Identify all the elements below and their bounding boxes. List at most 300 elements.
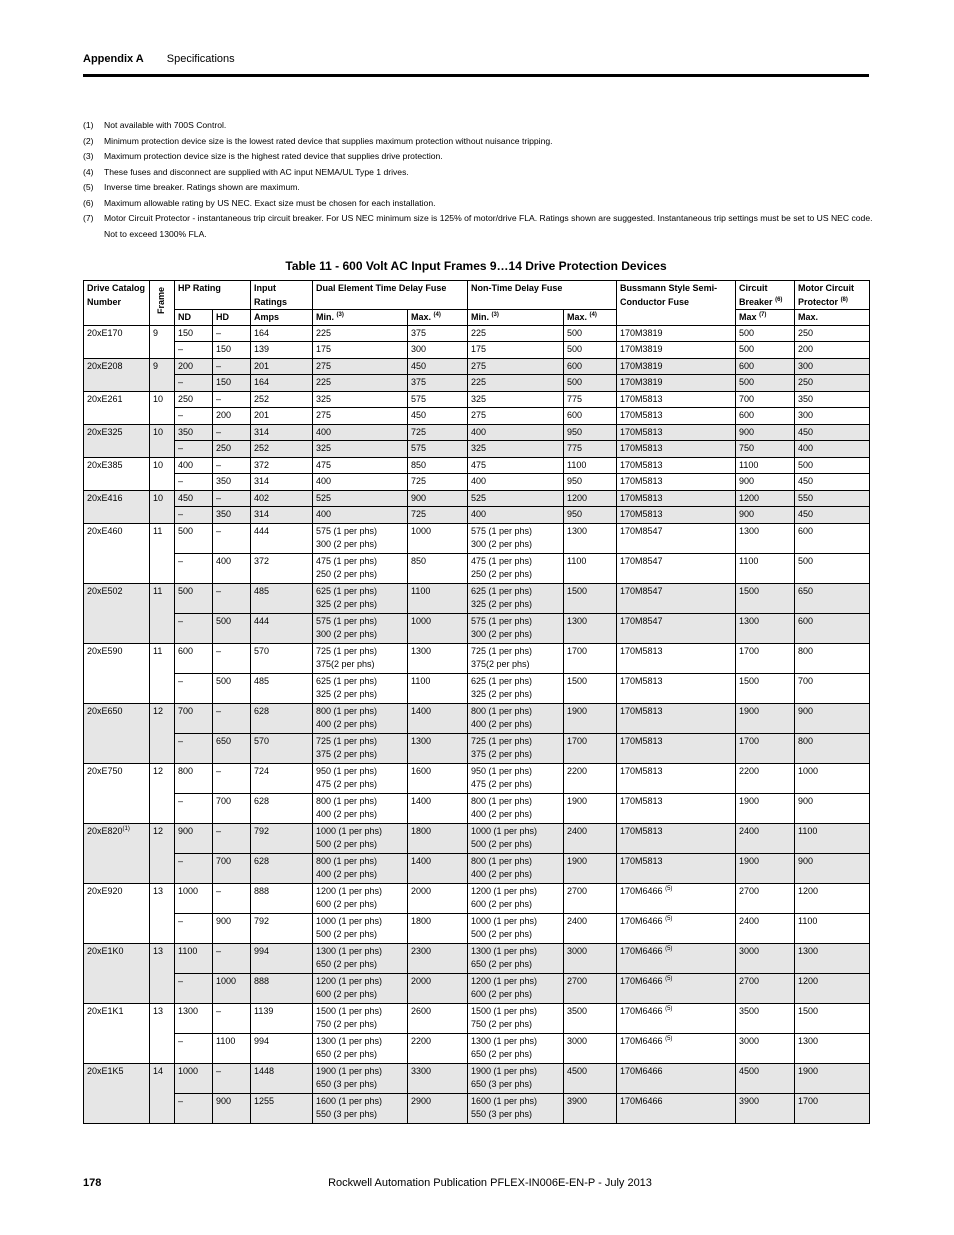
cell-amps: 1255 [251, 1093, 313, 1123]
table-row [84, 325, 870, 342]
cell-mcp-max: 300 [795, 408, 870, 425]
catalog-footnote: (1) [122, 825, 130, 832]
cell-hd: – [213, 457, 251, 474]
table-row [84, 943, 870, 973]
cell-hd: 350 [213, 474, 251, 491]
cell-breaker-max: 1900 [736, 793, 795, 823]
cell-nd: – [175, 973, 213, 1003]
cell-catalog [84, 325, 150, 342]
cell-dual-max: 575 [408, 441, 468, 458]
cell-nd: – [175, 507, 213, 524]
cell-dual-min: 275 [313, 358, 408, 375]
cell-hd: – [213, 523, 251, 553]
cb-max-footnote: (7) [759, 312, 767, 318]
bussmann-part: 170M6466 [620, 975, 663, 986]
cell-bussmann: 170M5813 [617, 441, 736, 458]
cell-bussmann: 170M3819 [617, 375, 736, 392]
cell-amps: 485 [251, 583, 313, 613]
cell-breaker-max: 4500 [736, 1063, 795, 1093]
cell-dual-max: 1000 [408, 613, 468, 643]
cell-nontime-min: 725 (1 per phs) 375(2 per phs) [468, 643, 564, 673]
cell-bussmann: 170M5813 [617, 733, 736, 763]
min-footnote: (3) [491, 312, 499, 318]
table-row [84, 424, 870, 441]
cell-nd: – [175, 408, 213, 425]
col-nontime-max [564, 310, 617, 326]
cell-nd: – [175, 1093, 213, 1123]
col-nontime-min [468, 310, 564, 326]
cell-amps: 792 [251, 823, 313, 853]
cell-hd: 500 [213, 613, 251, 643]
cell-nontime-max: 3000 [564, 1033, 617, 1063]
catalog-number: 20xE1K1 [87, 1005, 124, 1016]
cell-dual-max: 1400 [408, 853, 468, 883]
cell-dual-max: 2900 [408, 1093, 468, 1123]
footnote-number: (3) [83, 151, 94, 161]
cell-mcp-max: 1100 [795, 913, 870, 943]
cell-mcp-max: 450 [795, 424, 870, 441]
footnote [83, 211, 873, 242]
col-dual-min [313, 310, 408, 326]
cell-breaker-max: 500 [736, 342, 795, 359]
cell-catalog [84, 763, 150, 793]
cell-nontime-max: 4500 [564, 1063, 617, 1093]
footnote-text: These fuses and disconnect are supplied with AC input NEMA/UL Type 1 drives. [104, 166, 409, 177]
cell-nd: – [175, 733, 213, 763]
cell-dual-max: 2000 [408, 883, 468, 913]
cell-frame: 13 [150, 883, 175, 913]
cell-nontime-min: 575 (1 per phs) 300 (2 per phs) [468, 523, 564, 553]
cell-dual-max: 300 [408, 342, 468, 359]
cell-bussmann: 170M3819 [617, 358, 736, 375]
table-row [84, 643, 870, 673]
cell-mcp-max: 1700 [795, 1093, 870, 1123]
cell-frame: 12 [150, 703, 175, 733]
footnote-text: Inverse time breaker. Ratings shown are maximum. [104, 182, 300, 192]
cell-bussmann [617, 1003, 736, 1033]
breaker-footnote: (6) [775, 296, 783, 303]
cell-mcp-max: 600 [795, 613, 870, 643]
cell-catalog [84, 733, 150, 763]
cell-hd: 900 [213, 1093, 251, 1123]
frame-label: Frame [156, 286, 167, 314]
cell-breaker-max: 2700 [736, 973, 795, 1003]
cell-dual-min: 475 [313, 457, 408, 474]
cell-hd: 650 [213, 733, 251, 763]
cell-dual-max: 850 [408, 553, 468, 583]
cell-frame: 10 [150, 424, 175, 441]
cell-dual-max: 1600 [408, 763, 468, 793]
cell-dual-max: 2200 [408, 1033, 468, 1063]
table-row [84, 342, 870, 359]
cell-dual-max: 450 [408, 408, 468, 425]
cell-catalog [84, 853, 150, 883]
min-label: Min. [316, 312, 334, 322]
cell-nd: – [175, 342, 213, 359]
cell-nd: 800 [175, 763, 213, 793]
cell-nd: 700 [175, 703, 213, 733]
cell-amps: 994 [251, 943, 313, 973]
cell-nontime-max: 1900 [564, 703, 617, 733]
cell-breaker-max: 3000 [736, 943, 795, 973]
bussmann-footnote: (5) [665, 1005, 673, 1012]
cell-amps: 314 [251, 507, 313, 524]
cell-amps: 139 [251, 342, 313, 359]
cell-dual-max: 900 [408, 490, 468, 507]
protection-table [83, 280, 870, 1124]
cell-frame: 10 [150, 391, 175, 408]
cell-dual-max: 1300 [408, 643, 468, 673]
cell-breaker-max: 1200 [736, 490, 795, 507]
cell-dual-max: 1300 [408, 733, 468, 763]
cell-amps: 724 [251, 763, 313, 793]
cell-frame [150, 673, 175, 703]
cell-frame: 9 [150, 358, 175, 375]
cell-frame [150, 853, 175, 883]
cell-breaker-max: 500 [736, 375, 795, 392]
cell-nontime-min: 1300 (1 per phs) 650 (2 per phs) [468, 943, 564, 973]
min-footnote: (3) [336, 312, 344, 318]
cell-nontime-min: 275 [468, 408, 564, 425]
cell-nontime-min: 800 (1 per phs) 400 (2 per phs) [468, 793, 564, 823]
cell-hd: 200 [213, 408, 251, 425]
cell-mcp-max: 600 [795, 523, 870, 553]
cell-dual-max: 1100 [408, 673, 468, 703]
cell-mcp-max: 800 [795, 733, 870, 763]
cell-nontime-max: 1700 [564, 733, 617, 763]
cell-bussmann: 170M8547 [617, 613, 736, 643]
cell-mcp-max: 300 [795, 358, 870, 375]
col-frame [150, 281, 175, 326]
bussmann-part: 170M6466 [620, 885, 663, 896]
catalog-number: 20xE385 [87, 459, 123, 470]
cell-dual-min: 1300 (1 per phs) 650 (2 per phs) [313, 943, 408, 973]
cell-nontime-max: 3500 [564, 1003, 617, 1033]
cell-bussmann: 170M5813 [617, 457, 736, 474]
cell-hd: 350 [213, 507, 251, 524]
col-nontime-fuse: Non-Time Delay Fuse [468, 281, 617, 310]
catalog-number: 20xE170 [87, 327, 123, 338]
table-row [84, 375, 870, 392]
table-row [84, 523, 870, 553]
cell-breaker-max: 1700 [736, 643, 795, 673]
cell-mcp-max: 700 [795, 673, 870, 703]
bussmann-footnote: (5) [665, 885, 673, 892]
footnote-number: (5) [83, 182, 94, 192]
cell-mcp-max: 250 [795, 325, 870, 342]
cell-nontime-max: 950 [564, 424, 617, 441]
cell-nontime-max: 1100 [564, 457, 617, 474]
cell-nontime-max: 2200 [564, 763, 617, 793]
cell-hd: – [213, 391, 251, 408]
cell-hd: – [213, 1003, 251, 1033]
cell-bussmann: 170M6466 [617, 1063, 736, 1093]
cell-breaker-max: 1900 [736, 703, 795, 733]
cell-hd: – [213, 943, 251, 973]
catalog-number: 20xE261 [87, 393, 123, 404]
cell-catalog [84, 342, 150, 359]
cell-catalog [84, 457, 150, 474]
col-bussmann: Bussmann Style Semi-Conductor Fuse [617, 281, 736, 326]
cell-dual-min: 175 [313, 342, 408, 359]
cell-bussmann: 170M5813 [617, 703, 736, 733]
cell-catalog [84, 823, 150, 853]
cell-dual-min: 225 [313, 325, 408, 342]
cell-breaker-max: 1300 [736, 613, 795, 643]
cell-breaker-max: 1500 [736, 673, 795, 703]
cell-dual-min: 800 (1 per phs) 400 (2 per phs) [313, 703, 408, 733]
cell-breaker-max: 900 [736, 507, 795, 524]
cell-nontime-min: 175 [468, 342, 564, 359]
cell-nd: 400 [175, 457, 213, 474]
catalog-number: 20xE460 [87, 525, 123, 536]
table-row [84, 553, 870, 583]
table-row [84, 853, 870, 883]
cell-frame [150, 342, 175, 359]
cell-amps: 888 [251, 883, 313, 913]
cell-catalog [84, 883, 150, 913]
catalog-number: 20xE1K0 [87, 945, 124, 956]
cell-catalog [84, 490, 150, 507]
table-row [84, 507, 870, 524]
catalog-number: 20xE590 [87, 645, 123, 656]
cell-frame: 14 [150, 1063, 175, 1093]
catalog-number: 20xE650 [87, 705, 123, 716]
bussmann-part: 170M6466 [620, 945, 663, 956]
cell-nontime-min: 1200 (1 per phs) 600 (2 per phs) [468, 973, 564, 1003]
cell-dual-min: 225 [313, 375, 408, 392]
cell-hd: 700 [213, 853, 251, 883]
cell-nontime-min: 800 (1 per phs) 400 (2 per phs) [468, 853, 564, 883]
cell-hd: 700 [213, 793, 251, 823]
cell-amps: 314 [251, 474, 313, 491]
catalog-number: 20xE820 [87, 825, 123, 836]
cell-frame: 12 [150, 763, 175, 793]
cell-hd: – [213, 643, 251, 673]
cell-mcp-max: 550 [795, 490, 870, 507]
cell-nontime-max: 1500 [564, 583, 617, 613]
bussmann-footnote: (5) [665, 975, 673, 982]
footnotes [83, 118, 873, 242]
cell-nd: – [175, 913, 213, 943]
cell-dual-min: 1200 (1 per phs) 600 (2 per phs) [313, 973, 408, 1003]
cell-dual-max: 450 [408, 358, 468, 375]
catalog-number: 20xE416 [87, 492, 123, 503]
table-row [84, 583, 870, 613]
table-row [84, 1003, 870, 1033]
cell-nontime-min: 225 [468, 325, 564, 342]
col-mcp [795, 281, 870, 310]
cell-dual-min: 1900 (1 per phs) 650 (3 per phs) [313, 1063, 408, 1093]
footnote-number: (4) [83, 166, 94, 177]
cell-frame [150, 973, 175, 1003]
catalog-number: 20xE208 [87, 360, 123, 371]
cell-mcp-max: 1200 [795, 883, 870, 913]
cell-catalog [84, 673, 150, 703]
cell-bussmann: 170M5813 [617, 474, 736, 491]
table-row [84, 613, 870, 643]
min-label: Min. [471, 312, 490, 322]
cell-nontime-min: 400 [468, 474, 564, 491]
col-hd: HD [213, 310, 251, 326]
cell-nontime-min: 950 (1 per phs) 475 (2 per phs) [468, 763, 564, 793]
cell-mcp-max: 450 [795, 507, 870, 524]
cell-nd: 1100 [175, 943, 213, 973]
cell-frame: 10 [150, 457, 175, 474]
cell-dual-max: 2300 [408, 943, 468, 973]
cell-nontime-min: 400 [468, 507, 564, 524]
cell-hd: – [213, 424, 251, 441]
cell-dual-max: 725 [408, 507, 468, 524]
cell-dual-max: 575 [408, 391, 468, 408]
publication-info: Rockwell Automation Publication PFLEX-IN006E-EN-P - July 2013 [328, 1177, 652, 1189]
cell-amps: 164 [251, 325, 313, 342]
cell-mcp-max: 200 [795, 342, 870, 359]
cell-breaker-max: 1100 [736, 553, 795, 583]
cell-amps: 628 [251, 793, 313, 823]
cell-catalog [84, 703, 150, 733]
col-catalog: Drive Catalog Number [84, 281, 150, 326]
cell-frame: 13 [150, 943, 175, 973]
cell-bussmann: 170M5813 [617, 793, 736, 823]
cell-amps: 402 [251, 490, 313, 507]
cell-nd: 1300 [175, 1003, 213, 1033]
col-mcp-max: Max. [795, 310, 870, 326]
bussmann-part: 170M6466 [620, 915, 663, 926]
cell-nontime-min: 1000 (1 per phs) 500 (2 per phs) [468, 823, 564, 853]
footnote [83, 165, 873, 181]
cell-dual-max: 1000 [408, 523, 468, 553]
cell-dual-max: 725 [408, 474, 468, 491]
footnote-number: (6) [83, 197, 94, 208]
cell-amps: 201 [251, 358, 313, 375]
cell-mcp-max: 900 [795, 703, 870, 733]
footnote [83, 134, 873, 150]
col-hp: HP Rating [175, 281, 251, 310]
cell-amps: 485 [251, 673, 313, 703]
table-row [84, 457, 870, 474]
footnote-text: Motor Circuit Protector - instantaneous trip circuit breaker. For US NEC minimum size is 125% of motor/drive FLA. Ratings shown are suggested. Instantaneous trip settings must be set to US NEC code. Not to exceed 1300% FLA. [104, 213, 873, 239]
cell-nd: – [175, 474, 213, 491]
col-input: Input Ratings [251, 281, 313, 310]
header-rule [83, 74, 869, 77]
cell-nontime-max: 1300 [564, 613, 617, 643]
cell-amps: 372 [251, 457, 313, 474]
cell-nd: 350 [175, 424, 213, 441]
cell-hd: – [213, 490, 251, 507]
cell-hd: – [213, 763, 251, 793]
cell-mcp-max: 1300 [795, 943, 870, 973]
cell-bussmann [617, 973, 736, 1003]
cell-catalog [84, 613, 150, 643]
cell-frame [150, 733, 175, 763]
cell-hd: 150 [213, 375, 251, 392]
cell-nd: 150 [175, 325, 213, 342]
cell-mcp-max: 1000 [795, 763, 870, 793]
cell-hd: – [213, 1063, 251, 1093]
table-row [84, 358, 870, 375]
cell-catalog [84, 391, 150, 408]
bussmann-part: 170M6466 [620, 1035, 663, 1046]
cell-nontime-max: 2700 [564, 883, 617, 913]
table-row [84, 763, 870, 793]
cell-nd: 1000 [175, 1063, 213, 1093]
cell-dual-min: 325 [313, 391, 408, 408]
max-label: Max. [411, 312, 432, 322]
cell-dual-max: 1800 [408, 823, 468, 853]
cell-nontime-min: 275 [468, 358, 564, 375]
cell-dual-min: 475 (1 per phs) 250 (2 per phs) [313, 553, 408, 583]
cell-nontime-min: 575 (1 per phs) 300 (2 per phs) [468, 613, 564, 643]
cell-amps: 252 [251, 441, 313, 458]
cell-catalog [84, 643, 150, 673]
cell-dual-min: 400 [313, 424, 408, 441]
cell-dual-max: 375 [408, 375, 468, 392]
cell-amps: 628 [251, 853, 313, 883]
cell-bussmann: 170M5813 [617, 673, 736, 703]
cell-frame [150, 793, 175, 823]
cell-nontime-max: 1300 [564, 523, 617, 553]
table-row [84, 1063, 870, 1093]
cell-nontime-max: 950 [564, 474, 617, 491]
cell-dual-min: 1000 (1 per phs) 500 (2 per phs) [313, 913, 408, 943]
cell-dual-min: 1200 (1 per phs) 600 (2 per phs) [313, 883, 408, 913]
table-row [84, 391, 870, 408]
cb-max-label: Max [739, 312, 757, 322]
cell-amps: 164 [251, 375, 313, 392]
cell-mcp-max: 650 [795, 583, 870, 613]
cell-catalog [84, 1003, 150, 1033]
cell-frame [150, 1093, 175, 1123]
cell-catalog [84, 1063, 150, 1093]
cell-nontime-max: 1700 [564, 643, 617, 673]
cell-nontime-max: 950 [564, 507, 617, 524]
cell-nontime-min: 1000 (1 per phs) 500 (2 per phs) [468, 913, 564, 943]
table-row [84, 793, 870, 823]
cell-bussmann [617, 883, 736, 913]
cell-nontime-min: 1600 (1 per phs) 550 (3 per phs) [468, 1093, 564, 1123]
footnote [83, 180, 873, 196]
cell-catalog [84, 1033, 150, 1063]
cell-breaker-max: 900 [736, 424, 795, 441]
cell-nd: – [175, 553, 213, 583]
cell-amps: 1448 [251, 1063, 313, 1093]
footnote-text: Not available with 700S Control. [104, 120, 227, 130]
cell-breaker-max: 2700 [736, 883, 795, 913]
cell-breaker-max: 700 [736, 391, 795, 408]
table-title: Table 11 - 600 Volt AC Input Frames 9…14 Drive Protection Devices [285, 259, 667, 273]
cell-nd: – [175, 1033, 213, 1063]
cell-dual-max: 375 [408, 325, 468, 342]
footnote [83, 196, 873, 212]
cell-hd: 250 [213, 441, 251, 458]
cell-breaker-max: 3000 [736, 1033, 795, 1063]
cell-nd: – [175, 673, 213, 703]
cell-mcp-max: 400 [795, 441, 870, 458]
cell-bussmann: 170M6466 [617, 1093, 736, 1123]
col-breaker-max [736, 310, 795, 326]
cell-hd: – [213, 823, 251, 853]
cell-frame: 11 [150, 643, 175, 673]
breaker-label: Circuit Breaker [739, 283, 773, 307]
cell-nontime-max: 600 [564, 358, 617, 375]
cell-catalog [84, 1093, 150, 1123]
cell-amps: 252 [251, 391, 313, 408]
cell-bussmann: 170M8547 [617, 583, 736, 613]
cell-dual-min: 400 [313, 474, 408, 491]
cell-nontime-max: 1200 [564, 490, 617, 507]
cell-breaker-max: 2200 [736, 763, 795, 793]
